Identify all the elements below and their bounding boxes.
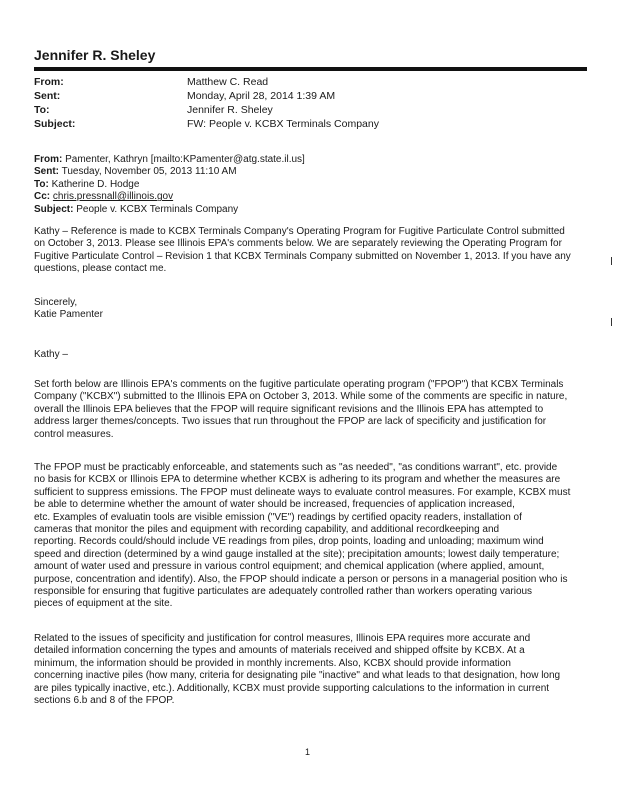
- mailbox-owner-name: Jennifer R. Sheley: [34, 47, 156, 63]
- fwd-to-row: To: Katherine D. Hodge: [34, 178, 140, 190]
- comments-paragraph-2: The FPOP must be practicably enforceable, and statements such as "as needed", "as conditions warrant", etc. provide no basis for KCBX or Illinois EPA to determine whether KCBX is adhering to its program and whether the measures are sufficient to suppress emissions. The FPOP must delineate ways to evaluate control measures. For example, KCBX must be able to determine whether the amount of water should be increased, frequencies of application increased, etc. Examples of evaluatin tools are visible emission ("VE") readings by certified opacity readers, installation of cameras that monitor the piles and equipment with recording capability, and additional recordkeeping and reporting. Records could/should include VE readings from piles, drop points, loading and unloading; maximum wind speed and direction (determined by a wind gauge installed at the site); precipitation amounts; lowest daily temperature; amount of water used and pressure in various control equipment; and chemical application (where applied, amount, purpose, concentration and identify). Also, the FPOP should indicate a person or persons in a managerial position who is responsible for ensuring that fugitive particulates are adequately controlled rather than workers operating various pieces of equipment at the site.: [34, 462, 571, 610]
- fwd-sent-value: Tuesday, November 05, 2013 11:10 AM: [61, 166, 237, 178]
- fwd-to-value: Katherine D. Hodge: [51, 178, 140, 190]
- header-to-value: Jennifer R. Sheley: [187, 104, 273, 116]
- forwarded-header-block: [34, 154, 305, 216]
- fwd-from-value: Pamenter, Kathryn [mailto:KPamenter@atg.state.il.us]: [65, 154, 305, 165]
- signoff-closing: Sincerely,: [34, 297, 78, 308]
- signoff-block: [34, 297, 586, 322]
- comments-paragraph-3: Related to the issues of specificity and justification for control measures, Illinois EPA requires more accurate and detailed information concerning the types and amounts of materials received and shipped offsite by KCBX. At a minimum, the information should be provided in monthly increments. Also, KCBX should provide information concerning inactive piles (how many, criteria for designating pile "inactive" and what leads to that designation, how long are piles typically inactive, etc.). Additionally, KCBX must provide supporting calculations to the information in current sections 6.b and 8 of the FPOP.: [34, 633, 561, 707]
- greeting: Kathy –: [34, 349, 68, 360]
- fwd-subject-row: Subject: People v. KCBX Terminals Company: [34, 203, 239, 215]
- header-from-label: From:: [34, 76, 64, 88]
- header-from-value: Matthew C. Read: [187, 76, 269, 88]
- header-subject-value: FW: People v. KCBX Terminals Company: [187, 118, 379, 130]
- signoff-name: Katie Pamenter: [34, 309, 103, 321]
- header-divider: [34, 67, 587, 71]
- header-subject-label: Subject:: [34, 118, 76, 130]
- intro-paragraph: Kathy – Reference is made to KCBX Terminals Company's Operating Program for Fugitive Particulate Control submitted on October 3, 2013. Please see Illinois EPA's comments below. We are separately reviewing the Operating Program for Fugitive Particulate Control – Revision 1 that KCBX Terminals Company submitted on November 1, 2013. If you have any questions, please contact me.: [34, 226, 571, 275]
- header-sent-value: Monday, April 28, 2014 1:39 AM: [187, 90, 336, 102]
- header-sent-label: Sent:: [34, 90, 61, 102]
- header-to-label: To:: [34, 104, 50, 116]
- margin-scan-mark: [611, 318, 612, 326]
- fwd-sent-row: Sent: Tuesday, November 05, 2013 11:10 AM: [34, 166, 237, 178]
- fwd-cc-email-link[interactable]: chris.pressnall@illinois.gov: [52, 191, 174, 203]
- fwd-cc-row: Cc: chris.pressnall@illinois.gov: [34, 191, 174, 203]
- fwd-from-row: From: Pamenter, Kathryn [mailto:KPamenter@atg.state.il.us]: [34, 154, 305, 165]
- page-number: 1: [305, 747, 311, 757]
- margin-scan-mark: [611, 257, 612, 265]
- fwd-subject-value: People v. KCBX Terminals Company: [76, 203, 239, 215]
- comments-paragraph-1: Set forth below are Illinois EPA's comments on the fugitive particulate operating program ("FPOP") that KCBX Terminals Company ("KCBX") submitted to the Illinois EPA on October 3, 2013. While some of the comments are specific in nature, overall the Illinois EPA believes that the FPOP will require significant revisions and the Illinois EPA has attempted to address larger themes/concepts. Two issues that run throughout the FPOP are lack of specificity and justification for control measures.: [34, 379, 568, 440]
